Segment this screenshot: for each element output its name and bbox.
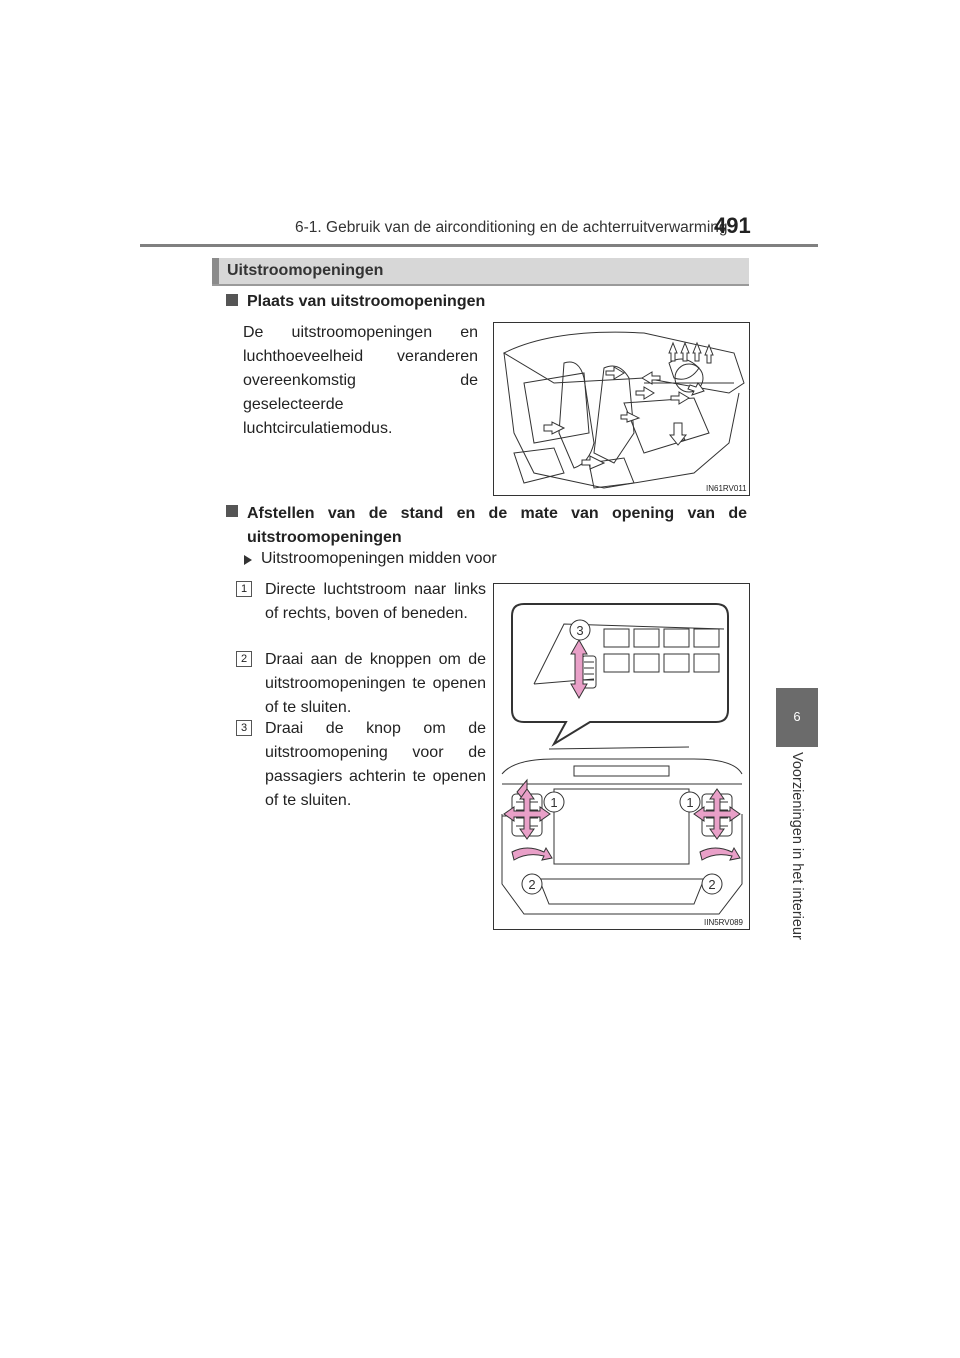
item-number: 1 (236, 581, 252, 597)
car-interior-illustration (494, 323, 749, 495)
triangle-bullet-icon (244, 555, 252, 565)
center-vents-figure (493, 583, 750, 930)
page-number: 491 (714, 213, 751, 238)
chapter-title-vertical (785, 752, 809, 952)
section-bar (212, 258, 749, 286)
location-heading-text: Plaats van uitstroomopeningen (247, 293, 486, 310)
interior-vents-figure (493, 322, 750, 496)
item-text: Draai aan de knoppen om de uitstroomopeningen te openen of te sluiten. (265, 651, 486, 716)
location-text: De uitstroomopeningen en luchthoeveelheid veranderen overeenkomstig de geselecteerde luchtcirculatiemodus. (243, 324, 478, 437)
item-number: 3 (236, 720, 252, 736)
figure-code-2: IIN5RV089 (704, 918, 743, 927)
center-vents-illustration (494, 584, 749, 929)
item-number: 2 (236, 651, 252, 667)
bullet-text: Uitstroomopeningen midden voor (261, 550, 497, 567)
section-title: Uitstroomopeningen (227, 262, 384, 279)
callout-label: 2 (708, 877, 716, 892)
adjust-heading-text: Afstellen van de stand en de mate van opening van de uitstroomopeningen (247, 505, 747, 546)
square-bullet-icon (226, 505, 238, 517)
figure-code-1: IN61RV011 (706, 484, 747, 493)
section-accent (212, 258, 219, 284)
item-text: Draai de knop om de uitstroomopening voor de passagiers achterin te openen of te sluiten. (265, 720, 486, 809)
location-heading (226, 291, 485, 313)
callout-label: 1 (550, 795, 558, 810)
callout-label: 2 (528, 877, 536, 892)
header-rule (140, 244, 818, 247)
adjust-heading (226, 502, 750, 550)
bullet-center-vents (244, 550, 497, 568)
chapter-title: Voorzieningen in het interieur (789, 752, 805, 940)
callout-label: 3 (576, 623, 584, 638)
item-text: Directe luchtstroom naar links of rechts, boven of beneden. (265, 581, 486, 622)
callout-label: 1 (686, 795, 694, 810)
running-head: 6-1. Gebruik van de airconditioning en de achterruitverwarming (295, 219, 728, 236)
list-item (236, 648, 486, 720)
chapter-tab: 6 (776, 688, 818, 747)
square-bullet-icon (226, 294, 238, 306)
list-item (236, 717, 486, 813)
list-item (236, 578, 486, 626)
